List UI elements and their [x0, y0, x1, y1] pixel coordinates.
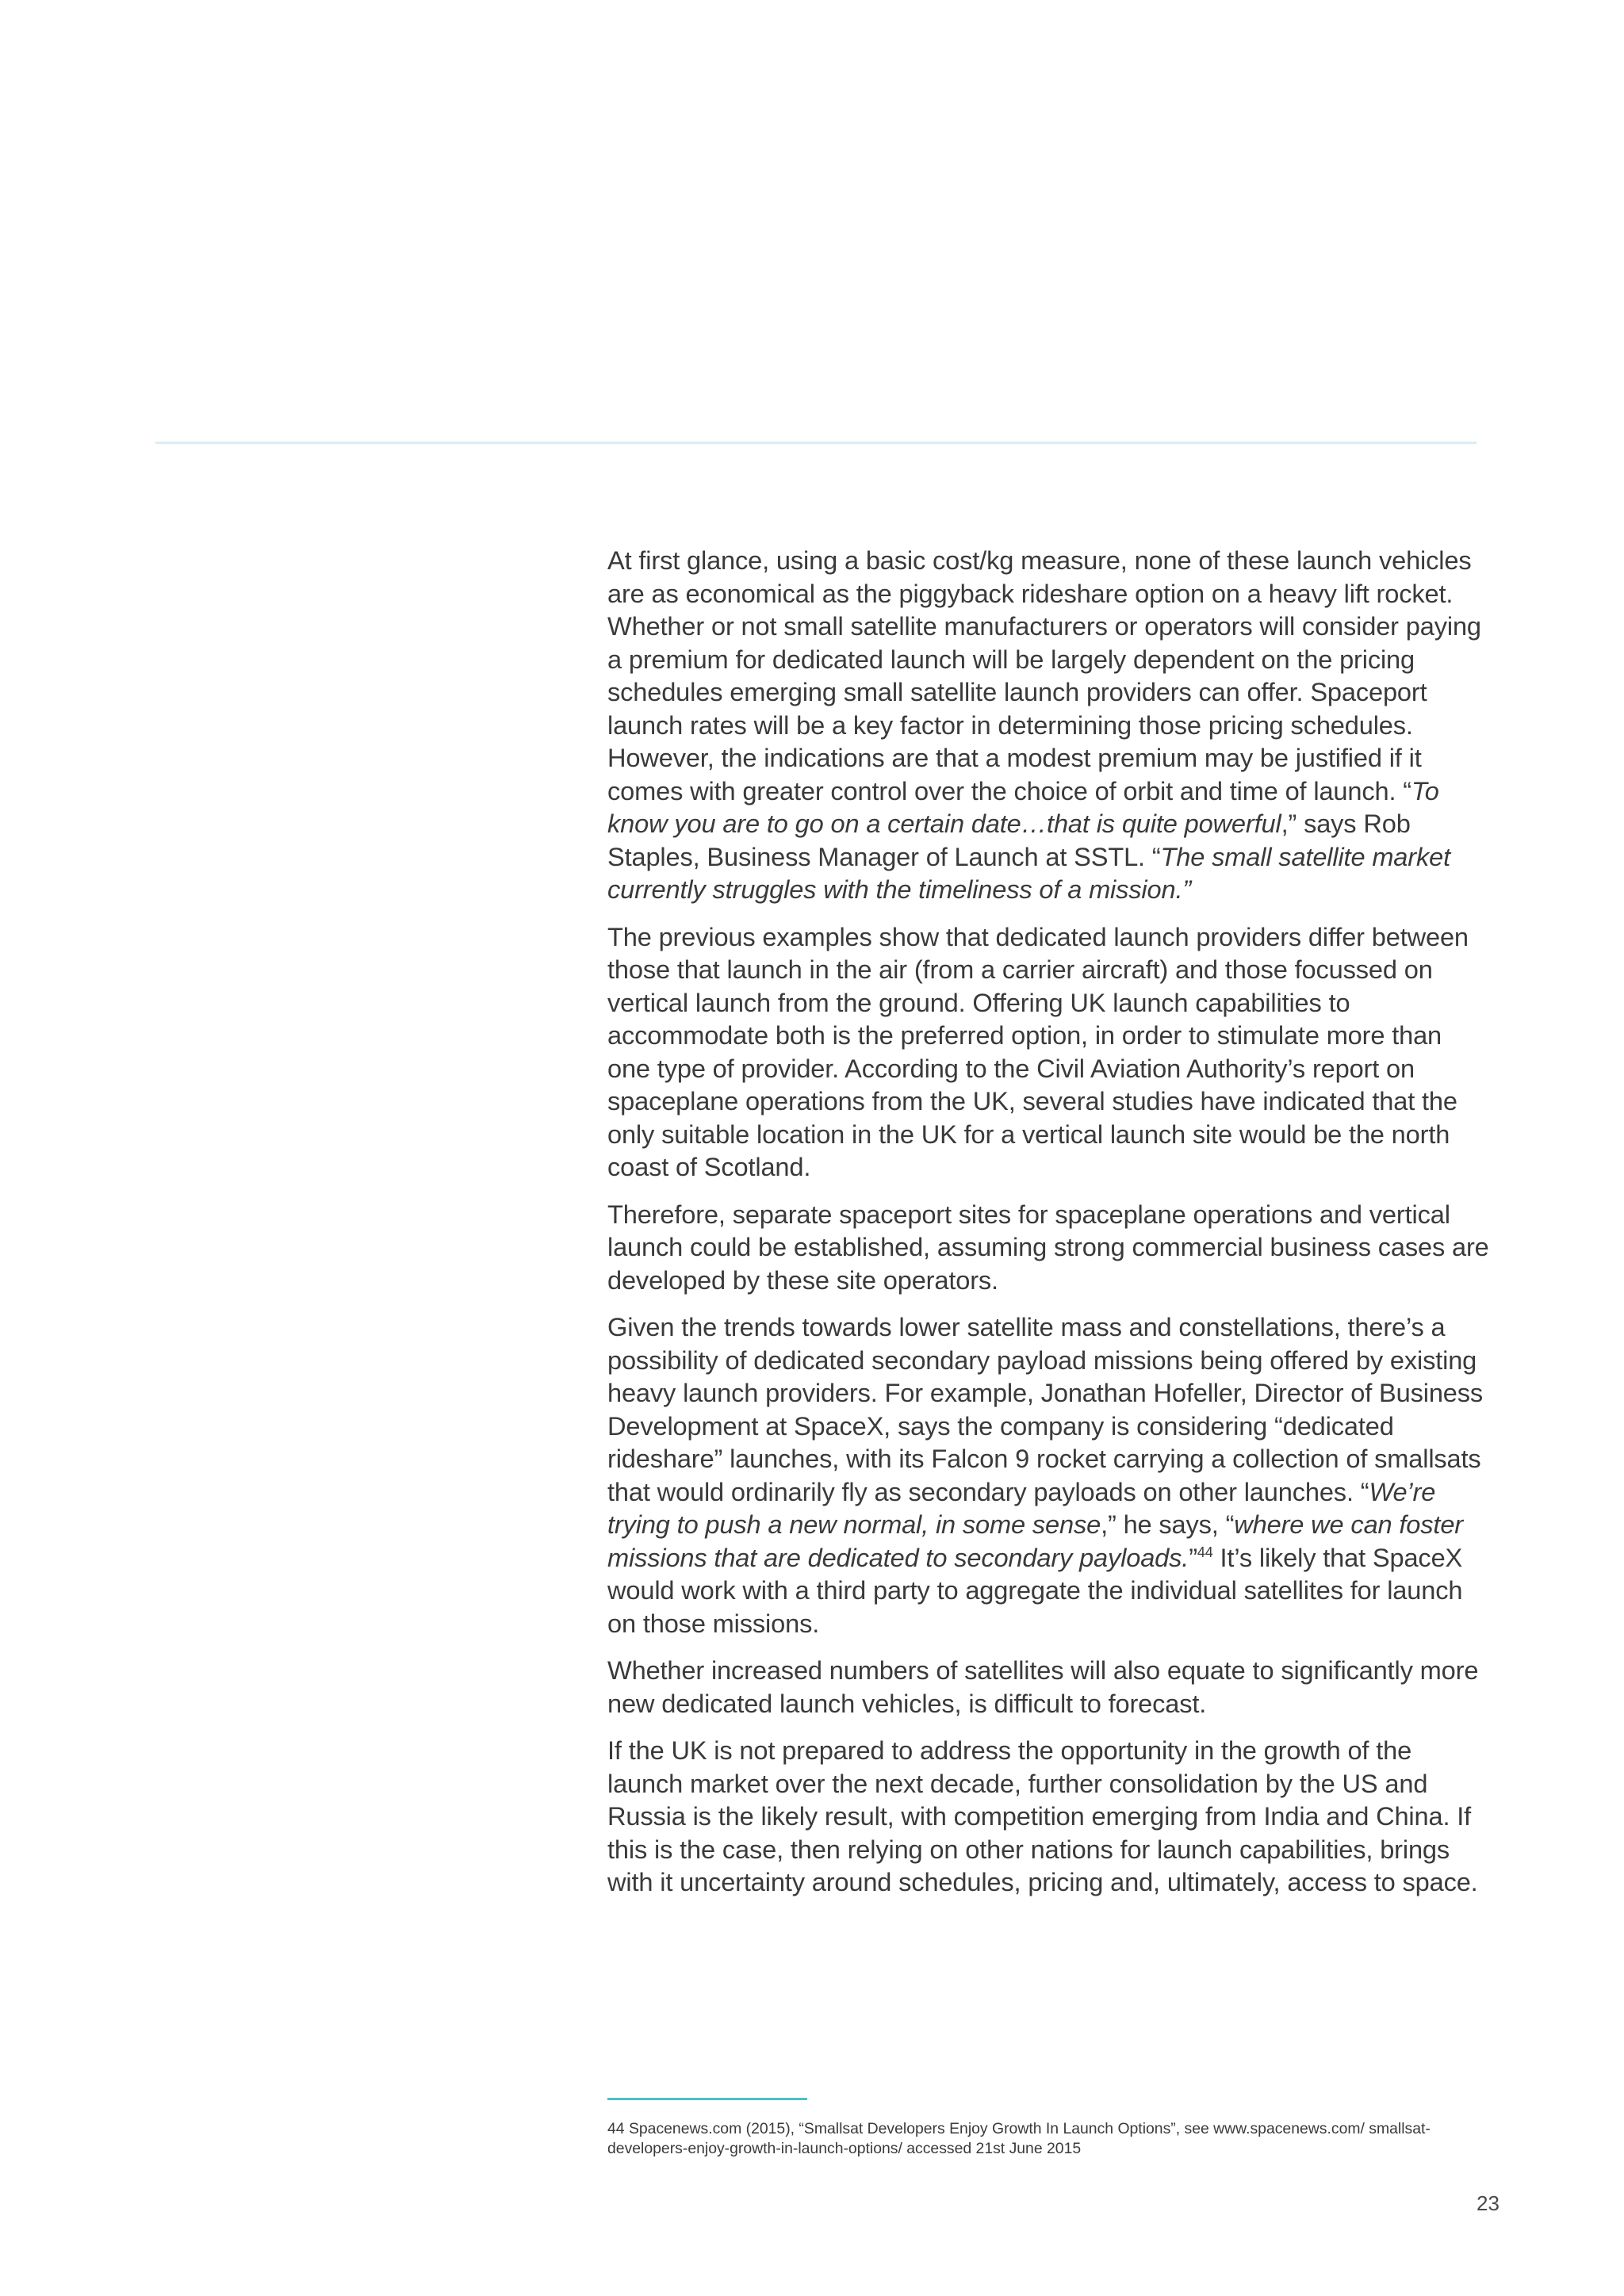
body-paragraph	[607, 920, 1489, 1184]
text-run: ”	[1189, 1542, 1197, 1572]
italic-quote: where we can foster missions that are dedicated to secondary payloads.	[607, 1510, 1463, 1572]
text-run: It’s likely that SpaceX would work with a third party to aggregate the individual satellites for launch on those missions.	[607, 1542, 1463, 1638]
body-paragraph	[607, 1198, 1489, 1297]
text-run: The previous examples show that dedicated launch providers differ between those that launch in the air (from a carrier aircraft) and those focussed on vertical launch from the ground. Offering UK launch capabilities to accommodate both is the preferred option, in order to stimulate more than one type of provider. According to the Civil Aviation Authority’s report on spaceplane operations from the UK, several studies have indicated that the only suitable location in the UK for a vertical launch site would be the north coast of Scotland.	[607, 921, 1469, 1181]
body-text-column	[607, 544, 1489, 1913]
footnote-divider	[607, 2098, 807, 2100]
body-paragraph	[607, 1311, 1489, 1640]
header-divider	[155, 442, 1477, 444]
text-run: At first glance, using a basic cost/kg measure, none of these launch vehicles are as economical as the piggyback rideshare option on a heavy lift rocket. Whether or not small satellite manufacturers or operators will consider paying a premium for dedicated launch will be largely dependent on the pricing schedules emerging small satellite launch providers can offer. Spaceport launch rates will be a key factor in determining those pricing schedules. However, the indications are that a modest premium may be justified if it comes with greater control over the choice of orbit and time of launch. “	[607, 545, 1481, 806]
footnote: 44 Spacenews.com (2015), “Smallsat Developers Enjoy Growth In Launch Options”, see www.spacenews.com/ smallsat-developers-enjoy-growth-in-launch-options/ accessed 21st June 2015	[607, 2120, 1431, 2157]
footnote-reference: 44	[1197, 1544, 1213, 1560]
text-run: Whether increased numbers of satellites will also equate to significantly more new dedicated launch vehicles, is difficult to forecast.	[607, 1655, 1479, 1718]
text-run: If the UK is not prepared to address the opportunity in the growth of the launch market over the next decade, further consolidation by the US and Russia is the likely result, with competition emerging from India and China. If this is the case, then relying on other nations for launch capabilities, brings with it uncertainty around schedules, pricing and, ultimately, access to space.	[607, 1735, 1478, 1896]
italic-quote: To know you are to go on a certain date…that is quite powerful	[607, 775, 1439, 838]
body-paragraph	[607, 1734, 1489, 1899]
body-paragraph	[607, 544, 1489, 906]
body-paragraph	[607, 1654, 1489, 1720]
page-number: 23	[1477, 2191, 1500, 2215]
italic-quote: We’re trying to push a new normal, in some sense	[607, 1476, 1436, 1539]
text-run: ,” he says, “	[1101, 1510, 1235, 1539]
text-run: Therefore, separate spaceport sites for spaceplane operations and vertical launch could be established, assuming strong commercial business cases are developed by these site operators.	[607, 1199, 1489, 1295]
italic-quote: The small satellite market currently struggles with the timeliness of a mission.”	[607, 841, 1450, 904]
text-run: ,” says Rob Staples, Business Manager of Launch at SSTL. “	[607, 809, 1411, 871]
text-run: Given the trends towards lower satellite mass and constellations, there’s a possibility of dedicated secondary payload missions being offered by existing heavy launch providers. For example, Jonathan Hofeller, Director of Business Development at SpaceX, says the company is considering “dedicated rideshare” launches, with its Falcon 9 rocket carrying a collection of smallsats that would ordinarily fly as secondary payloads on other launches. “	[607, 1312, 1484, 1506]
